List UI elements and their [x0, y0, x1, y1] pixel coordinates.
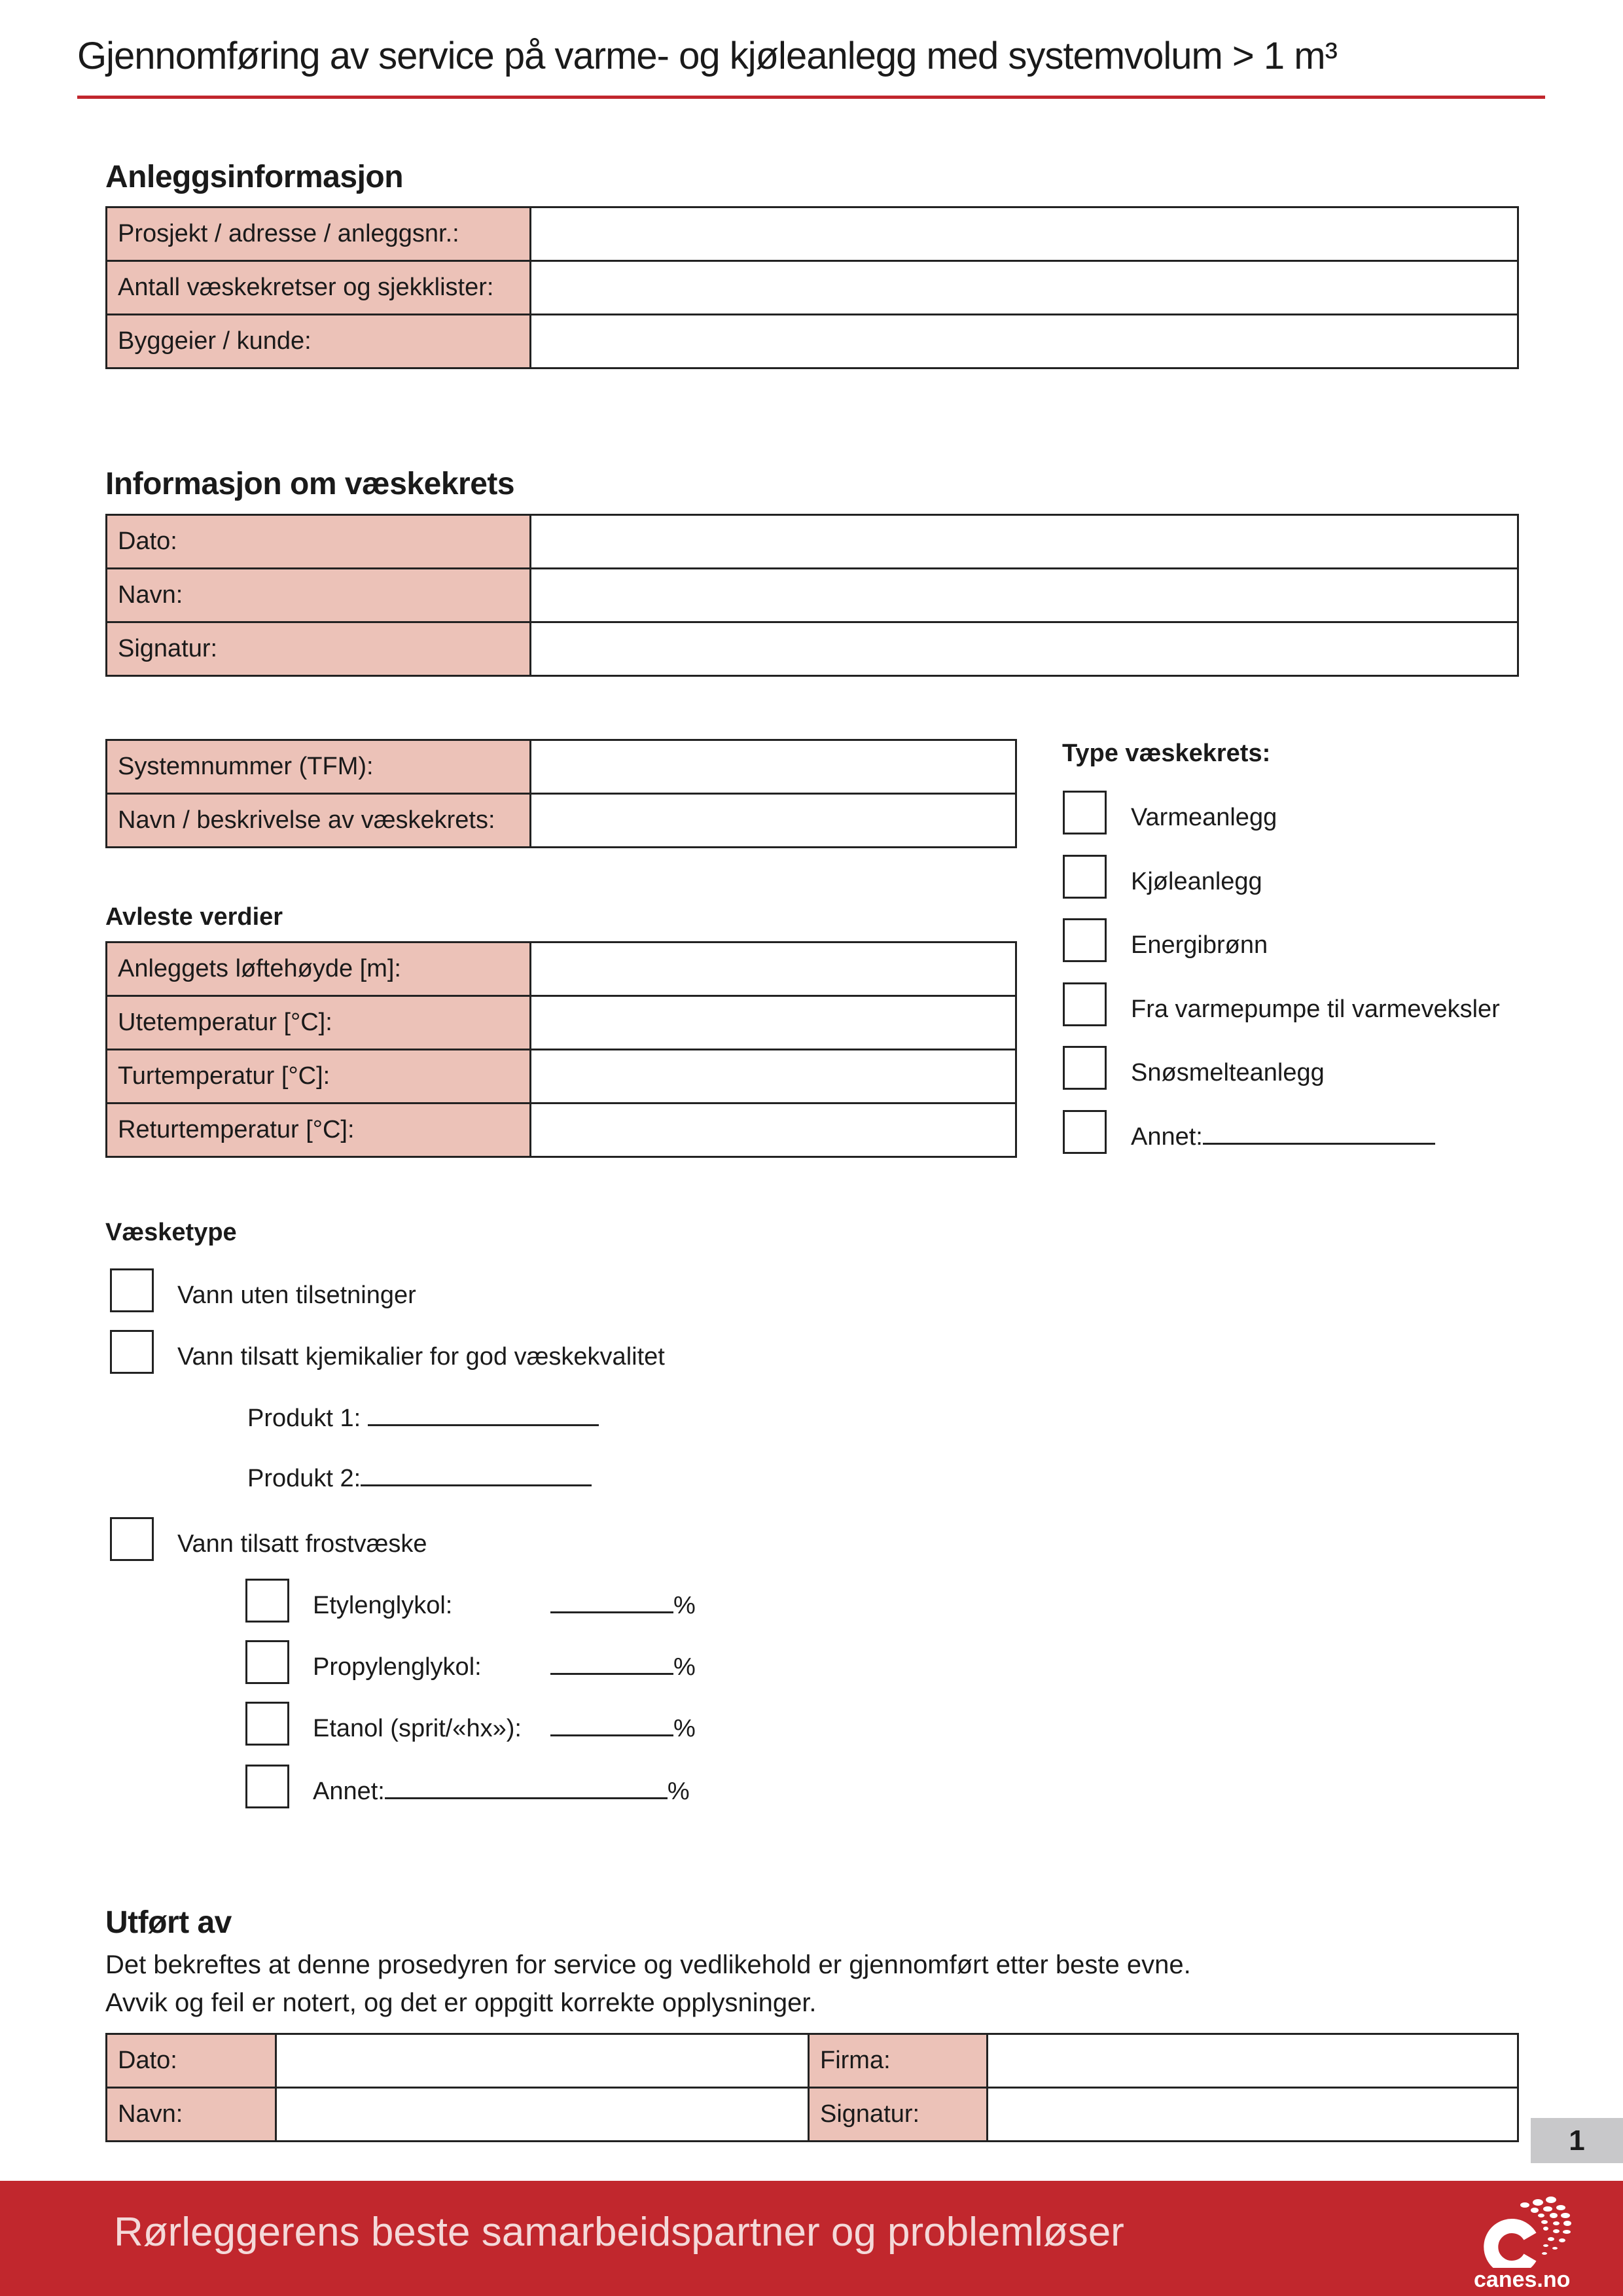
field-label: Navn: — [107, 569, 531, 622]
field-label: Firma: — [809, 2034, 988, 2088]
annet-frost-row — [313, 1778, 690, 1806]
etanol-percent — [550, 1715, 696, 1743]
annet-type-row — [1131, 1123, 1435, 1151]
systemnummer-field[interactable] — [531, 740, 1016, 794]
header-rule — [77, 96, 1545, 99]
annet-type-input[interactable] — [1203, 1143, 1435, 1145]
beskrivelse-field[interactable] — [531, 794, 1016, 848]
logo-text: canes.no — [1474, 2267, 1571, 2292]
percent-sign: % — [667, 1778, 690, 1805]
produkt2-input[interactable] — [361, 1484, 592, 1486]
field-label: Antall væskekretser og sjekklister: — [107, 261, 531, 315]
returtemperatur-field[interactable] — [531, 1103, 1016, 1157]
option-label: Fra varmepumpe til varmeveksler — [1131, 996, 1500, 1023]
field-label: Returtemperatur [°C]: — [107, 1103, 531, 1157]
checkbox-vann-frostvaeske[interactable] — [110, 1517, 154, 1561]
turtemperatur-field[interactable] — [531, 1050, 1016, 1103]
section-heading-utfort: Utført av — [105, 1905, 232, 1940]
dato-field[interactable] — [531, 515, 1518, 569]
vaeskekrets-table — [105, 514, 1519, 677]
antall-field[interactable] — [531, 261, 1518, 315]
field-label: Navn: — [107, 2088, 276, 2142]
percent-sign: % — [673, 1715, 696, 1742]
field-label: Utetemperatur [°C]: — [107, 996, 531, 1050]
etylenglykol-percent — [550, 1592, 696, 1620]
utfort-navn-field[interactable] — [276, 2088, 809, 2142]
option-label: Kjøleanlegg — [1131, 868, 1262, 895]
utetemperatur-field[interactable] — [531, 996, 1016, 1050]
firma-field[interactable] — [988, 2034, 1518, 2088]
section-heading-vaeskekrets: Informasjon om væskekrets — [105, 467, 515, 501]
percent-sign: % — [673, 1592, 696, 1619]
navn-field[interactable] — [531, 569, 1518, 622]
option-label: Annet: — [1131, 1123, 1203, 1151]
field-label: Anleggets løftehøyde [m]: — [107, 942, 531, 996]
checkbox-etanol[interactable] — [245, 1702, 289, 1746]
section-heading-type: Type væskekrets: — [1062, 740, 1271, 767]
canes-logo — [1472, 2196, 1584, 2292]
utfort-signatur-field[interactable] — [988, 2088, 1518, 2142]
confirmation-text-2: Avvik og feil er notert, og det er oppgitt korrekte opplysninger. — [105, 1988, 817, 2017]
checkbox-annet-frost[interactable] — [245, 1765, 289, 1808]
etanol-input[interactable] — [550, 1734, 673, 1736]
section-heading-avleste: Avleste verdier — [105, 903, 283, 931]
field-label: Turtemperatur [°C]: — [107, 1050, 531, 1103]
confirmation-text-1: Det bekreftes at denne prosedyren for service og vedlikehold er gjennomført etter beste evne. — [105, 1950, 1191, 1979]
avleste-table — [105, 941, 1017, 1158]
product-label: Produkt 2: — [247, 1465, 361, 1492]
option-label: Snøsmelteanlegg — [1131, 1059, 1325, 1086]
checkbox-snosmelteanlegg[interactable] — [1063, 1046, 1107, 1090]
section-heading-vaesketype: Væsketype — [105, 1219, 237, 1246]
option-label: Etanol (sprit/«hx»): — [313, 1715, 522, 1742]
field-label: Dato: — [107, 515, 531, 569]
option-label: Vann uten tilsetninger — [177, 1282, 416, 1309]
canes-logo-icon — [1472, 2196, 1584, 2268]
checkbox-annet-type[interactable] — [1063, 1110, 1107, 1154]
option-label: Annet: — [313, 1778, 385, 1805]
propylenglykol-input[interactable] — [550, 1673, 673, 1675]
utfort-dato-field[interactable] — [276, 2034, 809, 2088]
produkt1-row — [247, 1405, 599, 1433]
footer-slogan: Rørleggerens beste samarbeidspartner og problemløser — [114, 2210, 1124, 2255]
system-table — [105, 739, 1017, 848]
checkbox-propylenglykol[interactable] — [245, 1640, 289, 1684]
etylenglykol-input[interactable] — [550, 1611, 673, 1613]
propylenglykol-percent — [550, 1653, 696, 1681]
signatur-field[interactable] — [531, 622, 1518, 676]
annet-frost-input[interactable] — [385, 1797, 668, 1799]
page-title: Gjennomføring av service på varme- og kjøleanlegg med systemvolum > 1 m³ — [77, 35, 1337, 77]
lofthoyde-field[interactable] — [531, 942, 1016, 996]
field-label: Byggeier / kunde: — [107, 315, 531, 368]
field-label: Systemnummer (TFM): — [107, 740, 531, 794]
checkbox-kjoleanlegg[interactable] — [1063, 855, 1107, 899]
produkt1-input[interactable] — [368, 1424, 599, 1426]
percent-sign: % — [673, 1653, 696, 1681]
utfort-table — [105, 2033, 1519, 2142]
option-label: Vann tilsatt kjemikalier for god væskekvalitet — [177, 1343, 665, 1371]
page-number: 1 — [1531, 2118, 1623, 2163]
checkbox-vann-uten[interactable] — [110, 1268, 154, 1312]
prosjekt-field[interactable] — [531, 207, 1518, 261]
field-label: Dato: — [107, 2034, 276, 2088]
product-label: Produkt 1: — [247, 1405, 361, 1432]
section-heading-anleggsinformasjon: Anleggsinformasjon — [105, 160, 404, 194]
anleggsinformasjon-table — [105, 206, 1519, 369]
option-label: Etylenglykol: — [313, 1592, 453, 1619]
checkbox-varmeanlegg[interactable] — [1063, 791, 1107, 834]
checkbox-etylenglykol[interactable] — [245, 1579, 289, 1623]
byggeier-field[interactable] — [531, 315, 1518, 368]
produkt2-row — [247, 1465, 592, 1493]
checkbox-vann-kjemikalier[interactable] — [110, 1330, 154, 1374]
field-label: Navn / beskrivelse av væskekrets: — [107, 794, 531, 848]
checkbox-varmepumpe[interactable] — [1063, 982, 1107, 1026]
field-label: Signatur: — [107, 622, 531, 676]
field-label: Prosjekt / adresse / anleggsnr.: — [107, 207, 531, 261]
option-label: Propylenglykol: — [313, 1653, 482, 1681]
option-label: Energibrønn — [1131, 931, 1268, 959]
option-label: Varmeanlegg — [1131, 804, 1277, 831]
field-label: Signatur: — [809, 2088, 988, 2142]
checkbox-energibronn[interactable] — [1063, 918, 1107, 962]
option-label: Vann tilsatt frostvæske — [177, 1530, 427, 1558]
